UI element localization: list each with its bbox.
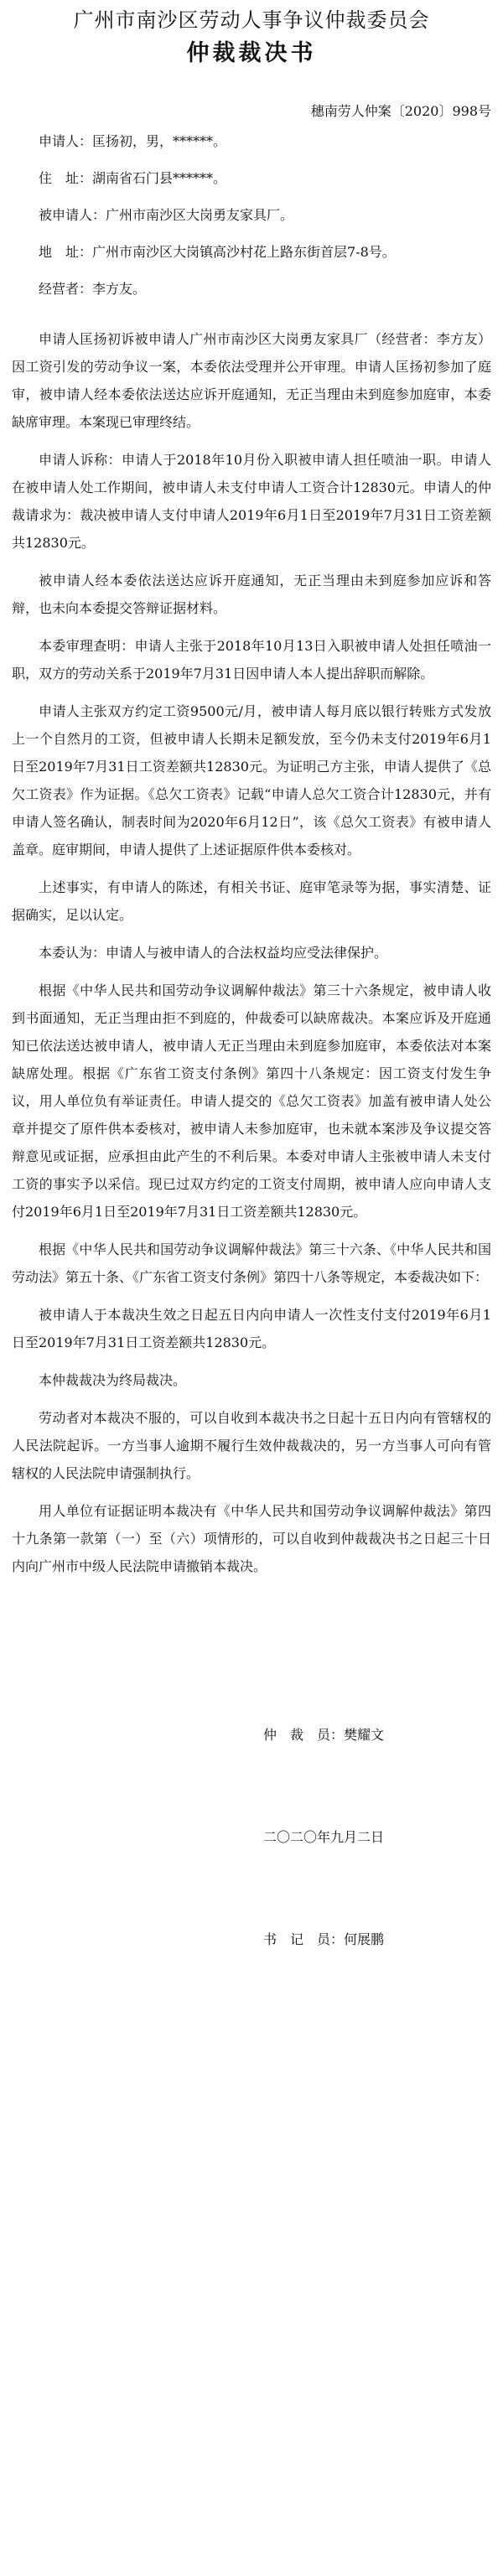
- clerk-signature: 书 记 员：何展鹏: [263, 1931, 385, 1947]
- paragraph-case-intro: 申请人匡扬初诉被申请人广州市南沙区大岗勇友家具厂（经营者：李方友）因工资引发的劳动争议一案，本委依法受理并公开审理。申请人匡扬初参加了庭审，被申请人经本委依法送达应诉开庭通知，无正当理由未到庭参加庭审，本委缺席审理。本案现已审理终结。: [12, 331, 491, 430]
- institution-name: 广州市南沙区劳动人事争议仲裁委员会: [73, 8, 430, 32]
- section-spacer: [12, 302, 491, 325]
- signature-spacer: [12, 1580, 491, 1723]
- document-type-title: 仲裁裁决书: [186, 40, 317, 66]
- applicant-line: 申请人：匡扬初，男，******。: [39, 133, 227, 149]
- paragraph-opinion-intro: 本委认为：申请人与被申请人的合法权益均应受法律保护。: [39, 945, 388, 961]
- case-number: 穗南劳人仲案〔2020〕998号: [310, 103, 491, 119]
- arbitrator-signature: 仲 裁 员：樊耀文: [263, 1727, 385, 1743]
- judgment-body: [12, 325, 491, 1580]
- paragraph-facts-found: 本委审理查明：申请人主张于2018年10月13日入职被申请人处担任喷油一职，双方的劳动关系于2019年7月31日因申请人本人提出辞职而解除。: [12, 638, 491, 682]
- applicant-address-line: 住 址：湖南省石门县******。: [39, 170, 227, 186]
- paragraph-applicant-claim: 申请人诉称：申请人于2018年10月份入职被申请人担任喷油一职。申请人在被申请人处工作期间，被申请人未支付申请人工资合计12830元。申请人的仲裁请求为：裁决被申请人支付申请人2019年6月1日至2019年7月31日工资差额共12830元。: [12, 452, 491, 551]
- paragraph-legal-basis: 根据《中华人民共和国劳动争议调解仲裁法》第三十六条、《中华人民共和国劳动法》第五十条、《广东省工资支付条例》第四十八条等规定，本委裁决如下：: [12, 1241, 491, 1285]
- operator-line: 经营者：李方友。: [39, 281, 147, 297]
- paragraph-appeal-rights: 劳动者对本裁决不服的，可以自收到本裁决书之日起十五日内向有管辖权的人民法院起诉。一方当事人逾期不履行生效仲裁裁决的，另一方当事人可向有管辖权的人民法院申请强制执行。: [12, 1410, 491, 1481]
- judgment-date: 二〇二〇年九月二日: [263, 1829, 385, 1845]
- paragraph-facts-confirmed: 上述事实，有申请人的陈述，有相关书证、庭审笔录等为据，事实清楚、证据确实，足以认定。: [12, 879, 491, 923]
- paragraph-ruling: 被申请人于本裁决生效之日起五日内向申请人一次性支付支付2019年6月1日至2019年7月31日工资差额共12830元。: [12, 1307, 491, 1350]
- party-info: [12, 129, 491, 302]
- respondent-line: 被申请人：广州市南沙区大岗勇友家具厂。: [39, 207, 294, 223]
- paragraph-final-ruling: 本仲裁裁决为终局裁决。: [39, 1372, 187, 1388]
- paragraph-respondent-absence: 被申请人经本委依法送达应诉开庭通知，无正当理由未到庭参加应诉和答辩，也未向本委提交答辩证据材料。: [12, 573, 491, 616]
- date-spacer: [12, 1748, 491, 1825]
- paragraph-legal-reasoning: 根据《中华人民共和国劳动争议调解仲裁法》第三十六条规定，被申请人收到书面通知，无正当理由拒不到庭的，仲裁委可以缺席裁决。本案应诉及开庭通知已依法送达被申请人，被申请人无正当理由未到庭参加庭审，本委依法对本案缺席处理。根据《广东省工资支付条例》第四十八条规定：因工资支付发生争议，用人单位负有举证责任。申请人提交的《总欠工资表》加盖有被申请人处公章并提交了原件供本委核对，被申请人未参加庭审，也未就本案涉及争议提交答辩意见或证据，应承担由此产生的不利后果。本委对申请人主张被申请人未支付工资的事实予以采信。现已过双方约定的工资支付周期，被申请人应向申请人支付2019年6月1日至2019年7月31日工资差额共12830元。: [12, 982, 491, 1220]
- clerk-spacer: [12, 1850, 491, 1927]
- paragraph-wage-evidence: 申请人主张双方约定工资9500元/月，被申请人每月底以银行转账方式发放上一个自然月的工资，但被申请人长期未足额发放，至今仍未支付2019年6月1日至2019年7月31日工资差额共12830元。为证明己方主张，申请人提供了《总欠工资表》作为证据。《总欠工资表》记载“申请人总欠工资合计12830元，并有申请人签名确认，制表时间为2020年6月12日”，该《总欠工资表》有被申请人盖章。庭审期间，申请人提供了上述证据原件供本委核对。: [12, 703, 491, 858]
- respondent-address-line: 地 址：广州市南沙区大岗镇高沙村花上路东街首层7-8号。: [39, 244, 396, 260]
- paragraph-revocation-rights: 用人单位有证据证明本裁决有《中华人民共和国劳动争议调解仲裁法》第四十九条第一款第（一）至（六）项情形的，可以自收到仲裁裁决书之日起三十日内向广州市中级人民法院申请撤销本裁决。: [12, 1503, 491, 1574]
